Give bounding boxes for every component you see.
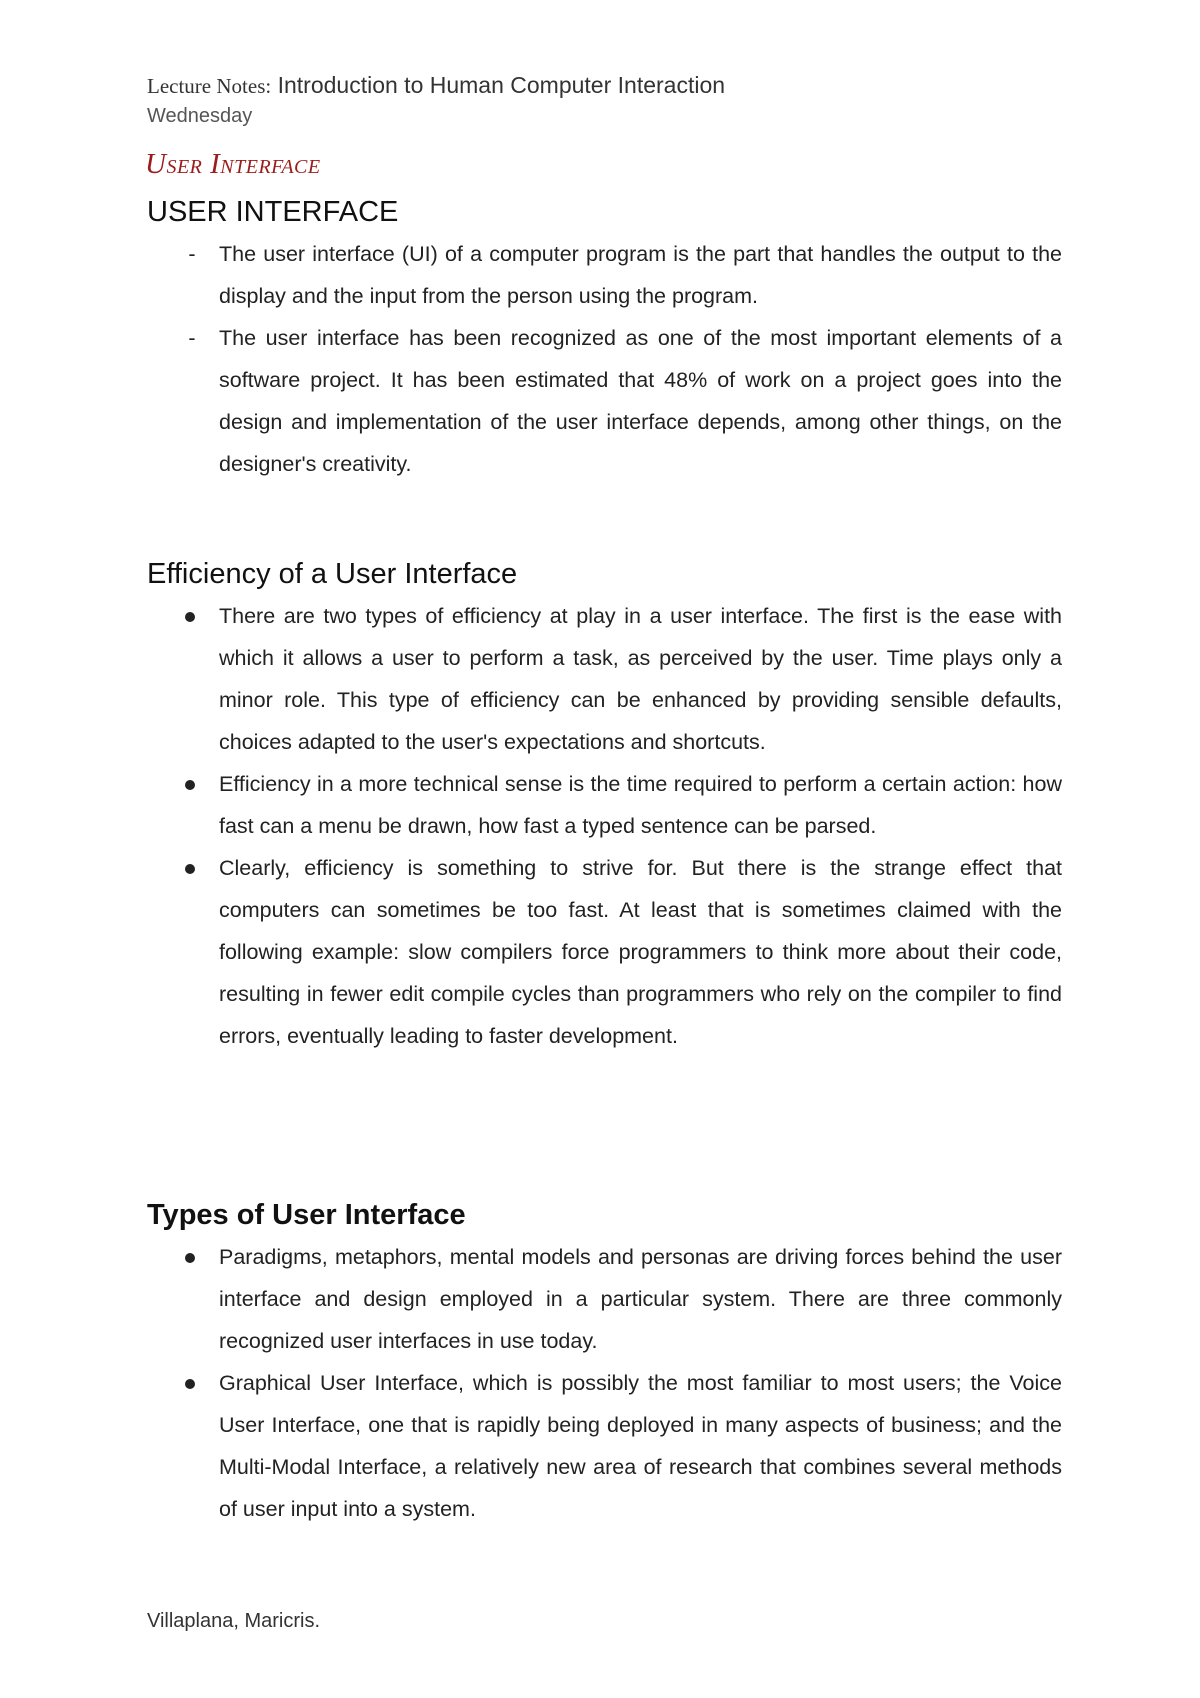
- list-item: [147, 317, 1062, 485]
- list-item-text: Graphical User Interface, which is possibly the most familiar to most users; the Voice User Interface, one that is rapidly being deployed in many aspects of business; and the Multi-Modal Interface, a relatively new area of research that combines several methods of user input into a system.: [219, 1371, 1062, 1521]
- dash-marker: -: [188, 326, 196, 350]
- course-label: Lecture Notes:: [147, 74, 272, 98]
- list-item-text: The user interface (UI) of a computer program is the part that handles the output to the display and the input from the person using the program.: [219, 242, 1062, 308]
- section-heading: Types of User Interface: [147, 1199, 466, 1231]
- bullet-icon: [185, 1253, 195, 1263]
- course-title: Introduction to Human Computer Interaction: [277, 72, 726, 98]
- list-item: [147, 233, 1062, 317]
- list-item-text: Clearly, efficiency is something to strive for. But there is the strange effect that computers can sometimes be too fast. At least that is sometimes claimed with the following example: slow compilers force programmers to think more about their code, resulting in fewer edit compile cycles than programmers who rely on the compiler to find errors, eventually leading to faster development.: [219, 856, 1062, 1048]
- list-item: [147, 1236, 1062, 1362]
- list-item: [147, 1362, 1062, 1530]
- list-item-text: The user interface has been recognized as one of the most important elements of a software project. It has been estimated that 48% of work on a project goes into the design and implementation of the user interface depends, among other things, on the designer's creativity.: [219, 326, 1062, 476]
- author-footer: Villaplana, Maricris.: [147, 1610, 321, 1632]
- topic-title: User Interface: [145, 148, 321, 180]
- dash-list: [147, 233, 1062, 485]
- section-types: [147, 1196, 1062, 1530]
- course-header: [147, 72, 725, 99]
- list-item-text: There are two types of efficiency at play in a user interface. The first is the ease with which it allows a user to perform a task, as perceived by the user. Time plays only a minor role. This type of efficiency can be enhanced by providing sensible defaults, choices adapted to the user's expectations and shortcuts.: [219, 604, 1062, 754]
- list-item: [147, 763, 1062, 847]
- dash-marker: -: [188, 242, 196, 266]
- bullet-list: [147, 595, 1062, 1057]
- list-item-text: Paradigms, metaphors, mental models and personas are driving forces behind the user interface and design employed in a particular system. There are three commonly recognized user interfaces in use today.: [219, 1245, 1062, 1353]
- bullet-icon: [185, 864, 195, 874]
- section-heading: Efficiency of a User Interface: [147, 558, 518, 590]
- list-item-text: Efficiency in a more technical sense is the time required to perform a certain action: how fast can a menu be drawn, how fast a typed sentence can be parsed.: [219, 772, 1062, 838]
- bullet-icon: [185, 780, 195, 790]
- list-item: [147, 595, 1062, 763]
- lecture-day: Wednesday: [147, 105, 253, 127]
- bullet-icon: [185, 1379, 195, 1389]
- section-efficiency: [147, 555, 1062, 1057]
- bullet-icon: [185, 612, 195, 622]
- section-heading: USER INTERFACE: [147, 196, 399, 228]
- list-item: [147, 847, 1062, 1057]
- section-user-interface: [147, 193, 1062, 485]
- bullet-list: [147, 1236, 1062, 1530]
